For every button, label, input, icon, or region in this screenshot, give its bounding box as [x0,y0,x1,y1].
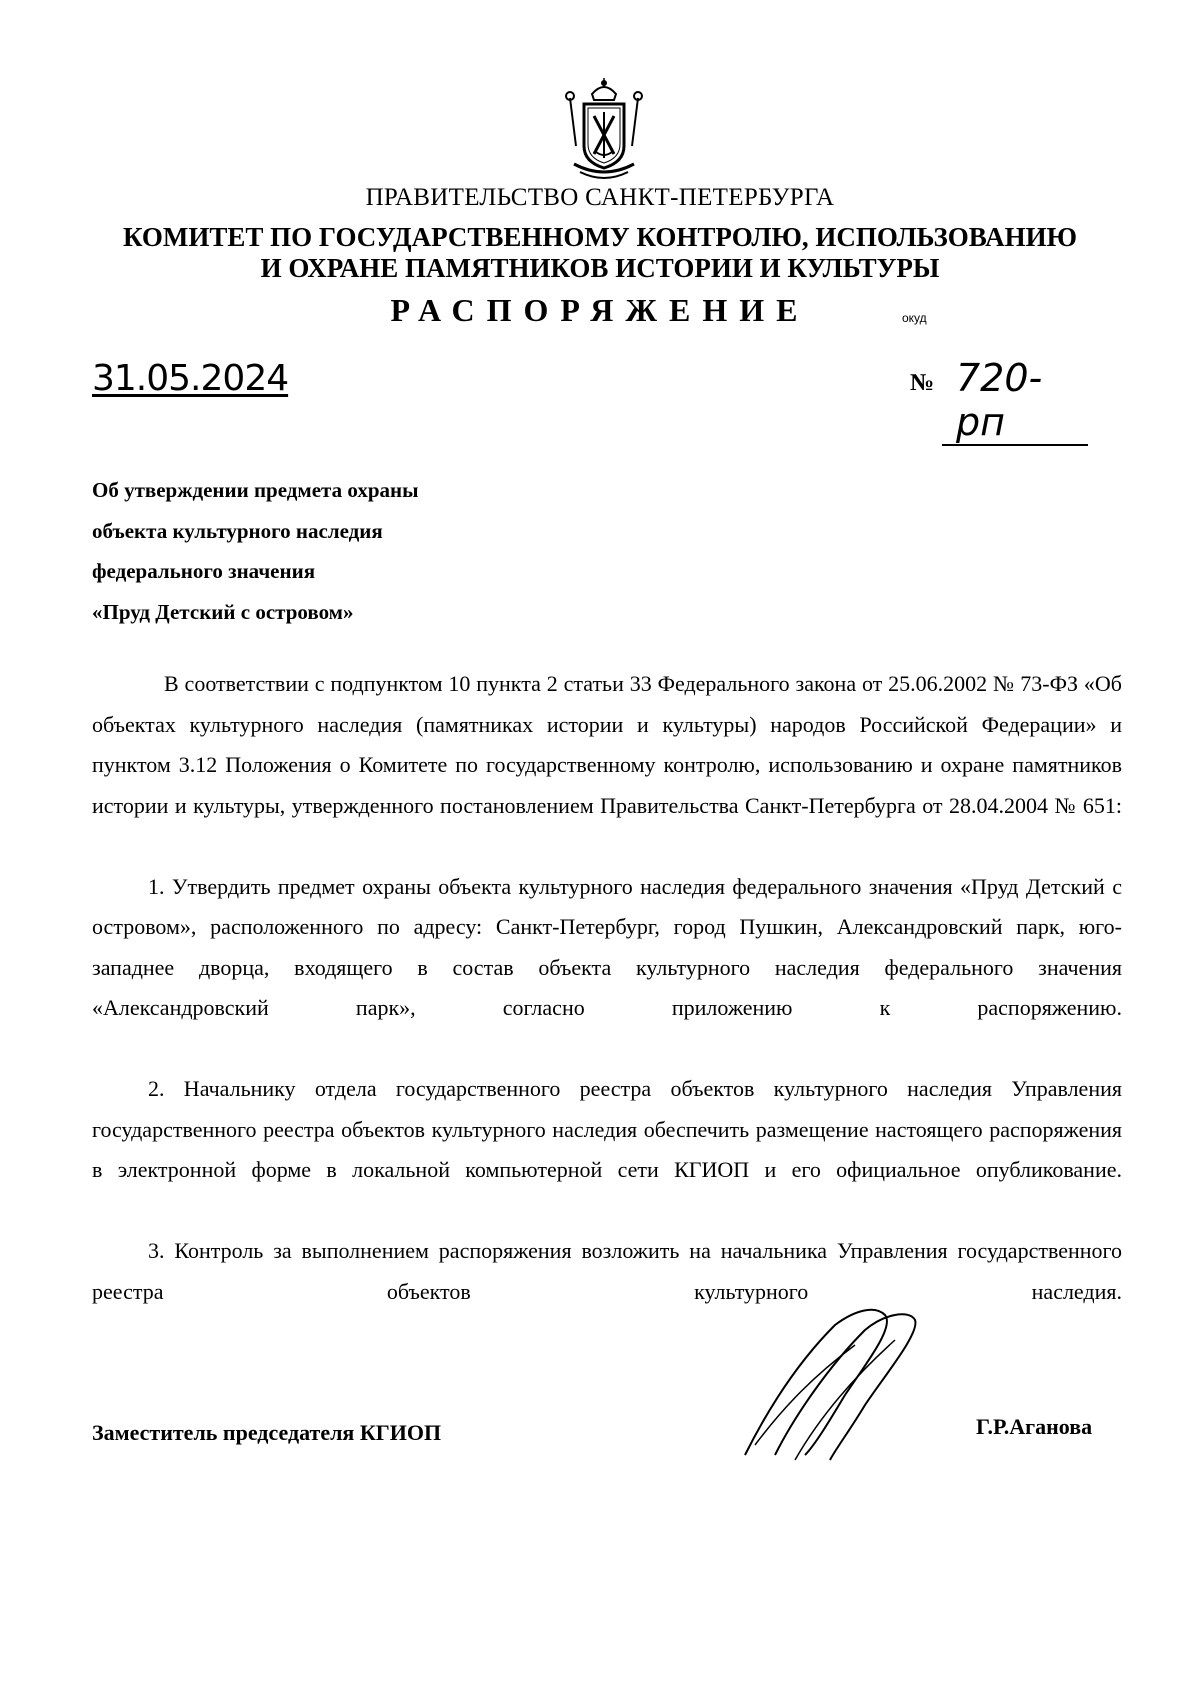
signer-position: Заместитель председателя КГИОП [92,1420,442,1445]
subject-line-3: федерального значения [92,559,316,583]
preamble-paragraph: В соответствии с подпунктом 10 пункта 2 статьи 33 Федерального закона от 25.06.2002 № 73-ФЗ «Об объектах культурного наследия (памятниках истории и культуры) народов Российской Федерации» и пунктом 3.12 Положения о Комитете по государственному контролю, использованию и охране памятников истории и культуры, утвержденного постановлением Правительства Санкт-Петербурга от 28.04.2004 № 651: [92,671,1122,818]
subject-line-2: объекта культурного наследия [92,518,383,543]
document-subject [92,470,419,632]
subject-line-4: «Пруд Детский с островом» [92,599,354,624]
document-body [92,664,1122,1353]
document-number: 720-рп [942,356,1088,446]
number-label: № [910,370,935,396]
okud-label: окуд [902,311,927,325]
saint-petersburg-coat-of-arms-icon [562,76,646,186]
handwritten-signature [735,1305,925,1465]
signer-name: Г.Р.Аганова [976,1414,1093,1439]
item-3-paragraph: 3. Контроль за выполнением распоряжения возложить на начальника Управления государственного реестра объектов культурного наследия. [92,1238,1122,1304]
government-name: ПРАВИТЕЛЬСТВО САНКТ-ПЕТЕРБУРГА [365,184,835,211]
document-date: 31.05.2024 [92,358,289,399]
committee-name [0,222,1200,284]
committee-line-1: КОМИТЕТ ПО ГОСУДАРСТВЕННОМУ КОНТРОЛЮ, ИСПОЛЬЗОВАНИЮ [123,222,1077,252]
item-2-paragraph: 2. Начальнику отдела государственного реестра объектов культурного наследия Управления государственного реестра объектов культурного наследия обеспечить размещение настоящего распоряжения в электронной форме в локальной компьютерной сети КГИОП и его официальное опубликование. [92,1076,1122,1182]
subject-line-1: Об утверждении предмета охраны [92,478,419,502]
item-1-paragraph: 1. Утвердить предмет охраны объекта культурного наследия федерального значения «Пруд Детский с островом», расположенного по адресу: Санкт-Петербург, город Пушкин, Александровский парк, юго-западнее дворца, входящего в состав объекта культурного наследия федерального значения «Александровский парк», согласно приложению к распоряжению. [92,873,1122,1020]
document-type: РАСПОРЯЖЕНИЕ [390,292,810,328]
committee-line-2: И ОХРАНЕ ПАМЯТНИКОВ ИСТОРИИ И КУЛЬТУРЫ [260,253,940,283]
